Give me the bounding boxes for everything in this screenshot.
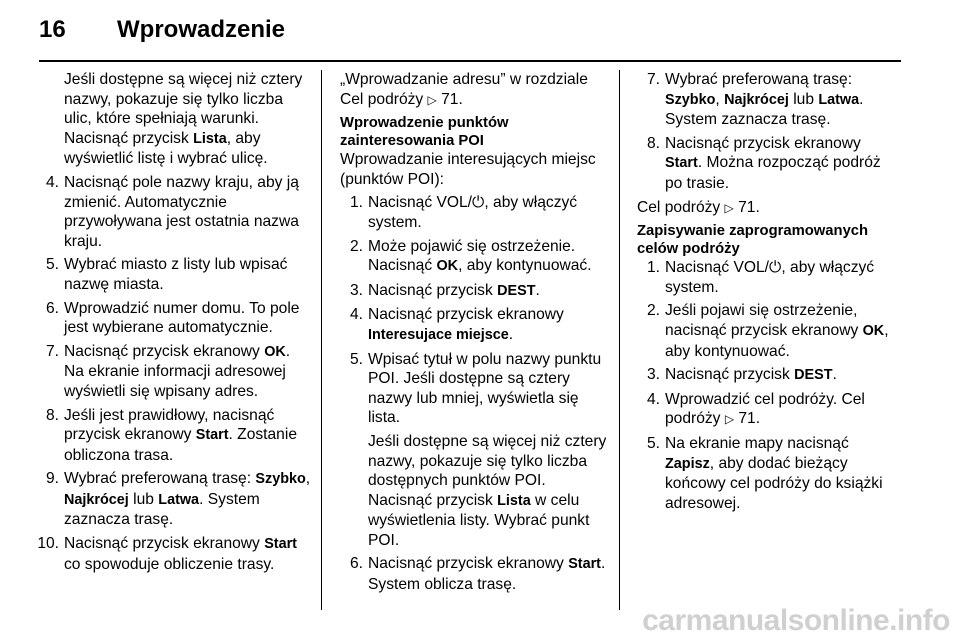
list-item (36, 534, 312, 574)
item-text: Wpisać tytuł w polu nazwy punktu POI. Jeśli dostępne są cztery nazwy lub mniej, wyświetla się lista. (368, 350, 602, 427)
item-text: co spowoduje obliczenie trasy. (64, 555, 275, 573)
item-text: . (535, 281, 540, 299)
dest-button-ref: DEST (794, 367, 833, 384)
item-number: 3. (646, 366, 660, 384)
text: Jeśli dostępne są więcej niż cztery nazwy, pokazuje się tylko liczba ulic, które spełniają warunki. Nacisnąć przycisk (64, 71, 303, 147)
item-text: . System zaznacza trasę. (64, 490, 260, 529)
list-item (36, 342, 312, 402)
page-ref-arrow-icon: ▷ (427, 92, 437, 107)
item-text: 71. (734, 410, 761, 428)
item-text: . (508, 325, 514, 343)
list-item (637, 134, 899, 194)
column-divider-2 (619, 70, 620, 610)
item-text: Na ekranie mapy nacisnąć (665, 434, 849, 452)
section-heading: Wprowadzenie punktów zainteresowania POI (340, 115, 509, 150)
item-text: . Na ekranie informacji adresowej wyświetli się wpisany adres. (64, 342, 291, 400)
item-text: Wybrać miasto z listy lub wpisać nazwę miasta. (64, 256, 288, 293)
item-text: Nacisnąć przycisk ekranowy (665, 134, 861, 152)
option-ref: Szybko (665, 91, 716, 108)
page-ref-arrow-icon: ▷ (724, 200, 734, 215)
text: 71. (733, 198, 760, 216)
option-ref: Latwa (158, 491, 200, 508)
header-rule (39, 60, 901, 62)
power-icon: ⏻ (769, 259, 782, 277)
ok-button-ref: OK (862, 322, 885, 339)
item-text: , aby włączyć system. (665, 259, 875, 296)
intro-paragraph (340, 70, 610, 110)
item-text: Nacisnąć pole nazwy kraju, aby ją zmienić. Automatycznie przywoływana jest ostatnia nazwa kraju. (64, 173, 299, 250)
section-heading: Zapisywanie zaprogramowanych celów podróży (637, 223, 869, 258)
list-item (36, 255, 312, 294)
page-header (39, 14, 285, 46)
list-item (340, 193, 610, 232)
item-text: Może pojawić się ostrzeżenie. Nacisnąć (368, 237, 576, 275)
list-item (36, 406, 312, 466)
item-number: 8. (45, 406, 59, 424)
list-item (340, 281, 610, 302)
item-number: 8. (646, 134, 660, 152)
page-reference (637, 198, 899, 219)
item-text: . Można rozpocząć podróż po trasie. (665, 154, 881, 192)
list-item (340, 237, 610, 277)
item-number: 5. (45, 256, 59, 274)
dest-button-ref: DEST (497, 282, 536, 299)
option-ref: Latwa (818, 91, 860, 108)
column-1 (36, 70, 312, 578)
power-icon: ⏻ (472, 194, 485, 212)
text: , aby wyświetlić listę i wybrać ulicę. (64, 129, 268, 168)
ok-button-ref: OK (436, 258, 459, 275)
item-number: 7. (45, 342, 59, 360)
list-item (637, 258, 899, 297)
list-item (637, 301, 899, 361)
item-number: 10. (37, 535, 59, 553)
sub-paragraph (340, 432, 610, 551)
list-item (36, 469, 312, 530)
item-text: . System oblicza trasę. (368, 555, 606, 594)
item-number: 2. (646, 302, 660, 320)
item-text: Wprowadzić cel podróży. Cel podróży (665, 390, 865, 428)
item-number: 3. (349, 281, 363, 299)
start-button-ref: Start (665, 155, 698, 172)
option-ref: Szybko (255, 471, 306, 488)
item-text: Nacisnąć przycisk ekranowy (368, 555, 569, 573)
item-number: 6. (45, 299, 59, 317)
page-ref-arrow-icon: ▷ (724, 412, 735, 427)
item-number: 4. (45, 173, 59, 191)
column-2 (340, 70, 610, 599)
ok-button-ref: OK (264, 343, 286, 360)
item-text: , aby włączyć system. (368, 194, 578, 231)
list-item (340, 305, 610, 345)
list-item (340, 350, 610, 428)
item-text: lub (788, 90, 819, 108)
list-item (637, 434, 899, 513)
watermark[interactable]: carmanualsonline.info (642, 604, 950, 637)
item-text: Nacisnąć przycisk ekranowy (64, 342, 265, 360)
item-text: , aby dodać bieżący końcowy cel podróży do książki adresowej. (665, 454, 883, 512)
item-text: , aby kontynuować. (665, 321, 889, 360)
list-item (637, 390, 899, 430)
item-text: Nacisnąć przycisk ekranowy (368, 306, 564, 324)
text: Jeśli dostępne są więcej niż cztery nazwy, pokazuje się tylko liczba dostępnych punktów POI. Nacisnąć przycisk (368, 432, 607, 509)
item-text: , (305, 470, 311, 488)
column-divider-1 (321, 70, 322, 610)
item-number: 2. (349, 237, 363, 255)
item-text: Nacisnąć przycisk (665, 366, 795, 384)
item-text: . System zaznacza trasę. (665, 90, 864, 129)
item-text: . Zostanie obliczona trasa. (64, 426, 297, 464)
lista-button-ref: Lista (193, 130, 227, 147)
text: w celu wyświetlenia listy. Wybrać punkt POI. (368, 491, 590, 549)
text: „Wprowadzanie adresu” w rozdziale Cel podróży (340, 71, 588, 108)
zapisz-button-ref: Zapisz (665, 455, 710, 472)
item-text: Jeśli jest prawidłowy, nacisnąć przycisk ekranowy (64, 406, 275, 444)
item-text: Nacisnąć VOL/ (368, 194, 473, 212)
list-item (36, 299, 312, 338)
lista-button-ref: Lista (497, 492, 531, 509)
item-text: Wybrać preferowaną trasę: (64, 470, 256, 488)
start-button-ref: Start (568, 556, 601, 573)
item-number: 1. (646, 259, 660, 277)
item-number: 6. (349, 555, 363, 573)
item-text: Wprowadzić numer domu. To pole jest wybierane automatycznie. (64, 299, 300, 337)
list-item (36, 173, 312, 251)
page-number: 16 (39, 16, 66, 43)
item-text: Wybrać preferowaną trasę: (665, 71, 853, 88)
item-text: , aby kontynuować. (458, 257, 592, 275)
option-ref: Najkrócej (64, 491, 129, 508)
item-text: , (715, 90, 725, 108)
item-text: . (832, 366, 837, 384)
option-ref: Najkrócej (724, 91, 789, 108)
list-item (637, 70, 899, 130)
item-text: Nacisnąć przycisk ekranowy (64, 535, 265, 553)
item-number: 5. (349, 350, 363, 368)
item-number: 7. (646, 71, 660, 88)
item-number: 4. (646, 390, 660, 408)
poi-button-ref: Interesujace miejsce (368, 326, 509, 343)
item-number: 4. (349, 306, 363, 324)
item-text: Nacisnąć VOL/ (665, 259, 770, 277)
item-number: 5. (646, 434, 660, 452)
page-title: Wprowadzenie (117, 16, 286, 43)
item-number: 1. (349, 194, 363, 212)
list-item (340, 554, 610, 594)
section-description: Wprowadzanie interesujących miejsc (punktów POI): (340, 151, 596, 188)
text: 71. (436, 90, 463, 108)
start-button-ref: Start (195, 427, 229, 444)
list-item (637, 365, 899, 386)
item-text: Jeśli pojawi się ostrzeżenie, nacisnąć przycisk ekranowy (665, 302, 863, 339)
item-text: lub (128, 490, 159, 508)
intro-paragraph (36, 70, 312, 169)
item-number: 9. (45, 470, 59, 488)
column-3 (637, 70, 899, 517)
start-button-ref: Start (264, 536, 297, 553)
item-text: Nacisnąć przycisk (368, 281, 498, 299)
text: Cel podróży (637, 198, 725, 216)
